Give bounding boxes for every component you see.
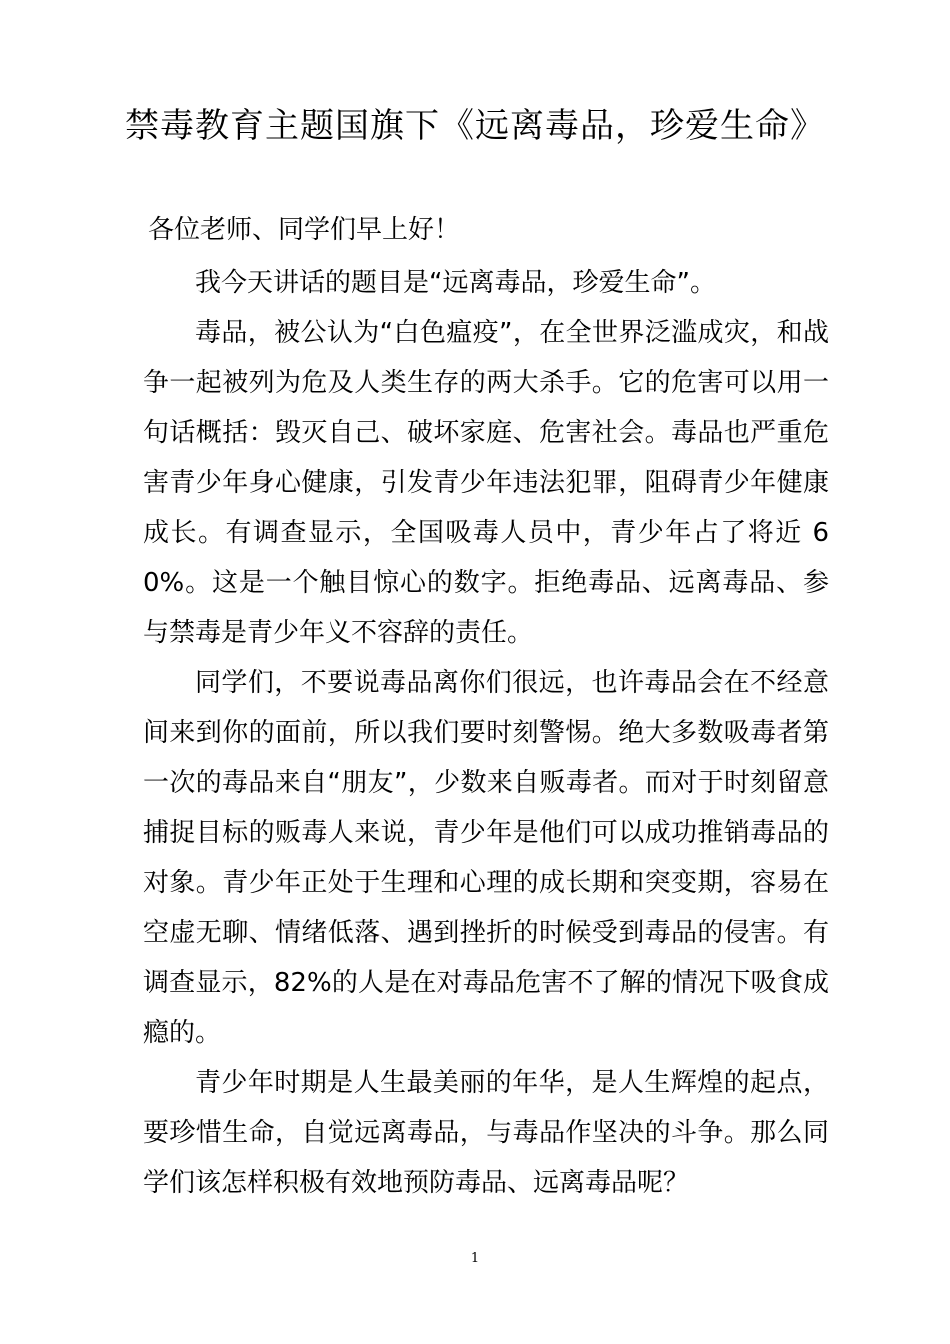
document-body [143, 258, 829, 1208]
paragraph: 毒品，被公认为“白色瘟疫”，在全世界泛滥成灾，和战争一起被列为危及人类生存的两大杀手。它的危害可以用一句话概括：毁灭自己、破坏家庭、危害社会。毒品也严重危害青少年身心健康，引发青少年违法犯罪，阻碍青少年健康成长。有调查显示，全国吸毒人员中，青少年占了将近 60%。这是一个触目惊心的数字。拒绝毒品、远离毒品、参与禁毒是青少年义不容辞的责任。 [143, 318, 829, 648]
page-number: 1 [470, 1251, 480, 1266]
greeting: 各位老师、同学们早上好！ [148, 215, 461, 245]
paragraph: 我今天讲话的题目是“远离毒品，珍爱生命”。 [195, 268, 716, 298]
paragraph: 同学们，不要说毒品离你们很远，也许毒品会在不经意间来到你的面前，所以我们要时刻警惕。绝大多数吸毒者第一次的毒品来自“朋友”，少数来自贩毒者。而对于时刻留意捕捉目标的贩毒人来说，青少年是他们可以成功推销毒品的对象。青少年正处于生理和心理的成长期和突变期，容易在空虚无聊、情绪低落、遇到挫折的时候受到毒品的侵害。有调查显示，82%的人是在对毒品危害不了解的情况下吸食成瘾的。 [143, 668, 829, 1048]
paragraph: 青少年时期是人生最美丽的年华，是人生辉煌的起点，要珍惜生命，自觉远离毒品，与毒品作坚决的斗争。那么同学们该怎样积极有效地预防毒品、远离毒品呢？ [143, 1068, 829, 1198]
document-title: 禁毒教育主题国旗下《远离毒品，珍爱生命》 [125, 106, 825, 146]
